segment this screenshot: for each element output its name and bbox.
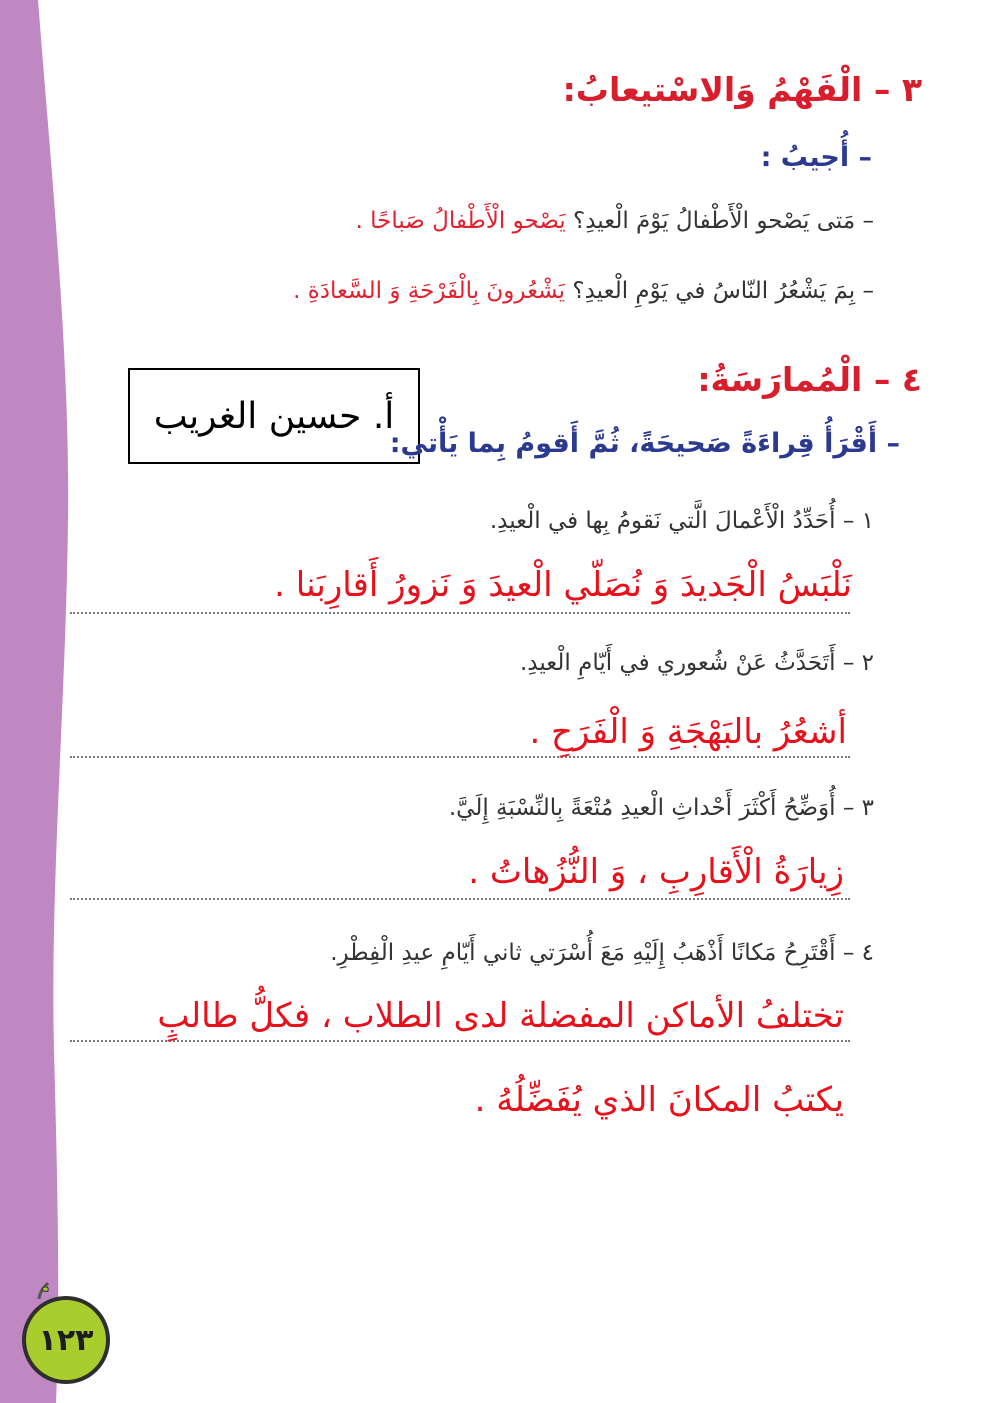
question-2-text: – بِمَ يَشْعُرُ النّاسُ في يَوْمِ الْعيدِ؟ <box>572 278 874 304</box>
question-2-answer: يَشْعُرونَ بِالْفَرْحَةِ وَ السَّعادَةِ . <box>293 278 573 304</box>
item-2-answer: أشعُرُ بالبَهْجَةِ وَ الْفَرَحِ . <box>529 712 847 752</box>
question-1 <box>356 208 874 234</box>
item-4-answer: تختلفُ الأماكن المفضلة لدى الطلاب ، فكلُّ طالبٍ <box>157 996 844 1036</box>
question-1-text: – مَتى يَصْحو الْأَطْفالُ يَوْمَ الْعيدِ؟ <box>573 208 874 234</box>
page-number-badge <box>22 1296 110 1384</box>
item-2-question: ٢ – أَتَحَدَّثُ عَنْ شُعوري في أَيّامِ الْعيدِ. <box>519 650 874 676</box>
question-1-answer: يَصْحو الْأَطْفالُ صَباحًا . <box>355 208 574 234</box>
section-4-instruction: – أَقْرَأُ قِراءَةً صَحيحَةً، ثُمَّ أَقومُ بِما يَأْتي: <box>389 428 900 459</box>
answer-line-4 <box>70 1040 850 1042</box>
section-3-title: ٣ – الْفَهْمُ وَالاسْتيعابُ: <box>562 70 922 109</box>
question-2 <box>293 278 874 304</box>
teacher-name-box <box>128 368 420 464</box>
apple-stem-icon <box>36 1281 50 1301</box>
decorative-side-band <box>0 0 100 1403</box>
answer-line-3 <box>70 898 850 900</box>
answer-line-2 <box>70 756 850 758</box>
section-3-instruction: – أُجيبُ : <box>760 142 872 173</box>
item-3-question: ٣ – أُوَضِّحُ أَكْثَرَ أَحْداثِ الْعيدِ مُتْعَةً بِالنِّسْبَةِ إِلَيَّ. <box>448 795 874 821</box>
item-4-answer-continued: يكتبُ المكانَ الذي يُفَضِّلُهُ . <box>474 1080 844 1120</box>
teacher-name: أ. حسين الغريب <box>153 395 395 437</box>
page-number: ١٢٣ <box>38 1322 94 1358</box>
item-4-question: ٤ – أَقْتَرِحُ مَكانًا أَذْهَبُ إِلَيْهِ مَعَ أُسْرَتي ثاني أَيّامِ عيدِ الْفِطْرِ. <box>330 940 874 966</box>
answer-line-1 <box>70 612 850 614</box>
item-1-question: ١ – أُحَدِّدُ الْأَعْمالَ الَّتي نَقومُ بِها في الْعيدِ. <box>489 508 874 534</box>
item-3-answer: زِيارَةُ الْأَقارِبِ ، وَ النُّزُهاتُ . <box>468 852 844 892</box>
item-1-answer: نَلْبَسُ الْجَديدَ وَ نُصَلّي الْعيدَ وَ نَزورُ أَقارِبَنا . <box>274 565 852 605</box>
section-4-title: ٤ – الْمُمارَسَةُ: <box>697 360 922 399</box>
